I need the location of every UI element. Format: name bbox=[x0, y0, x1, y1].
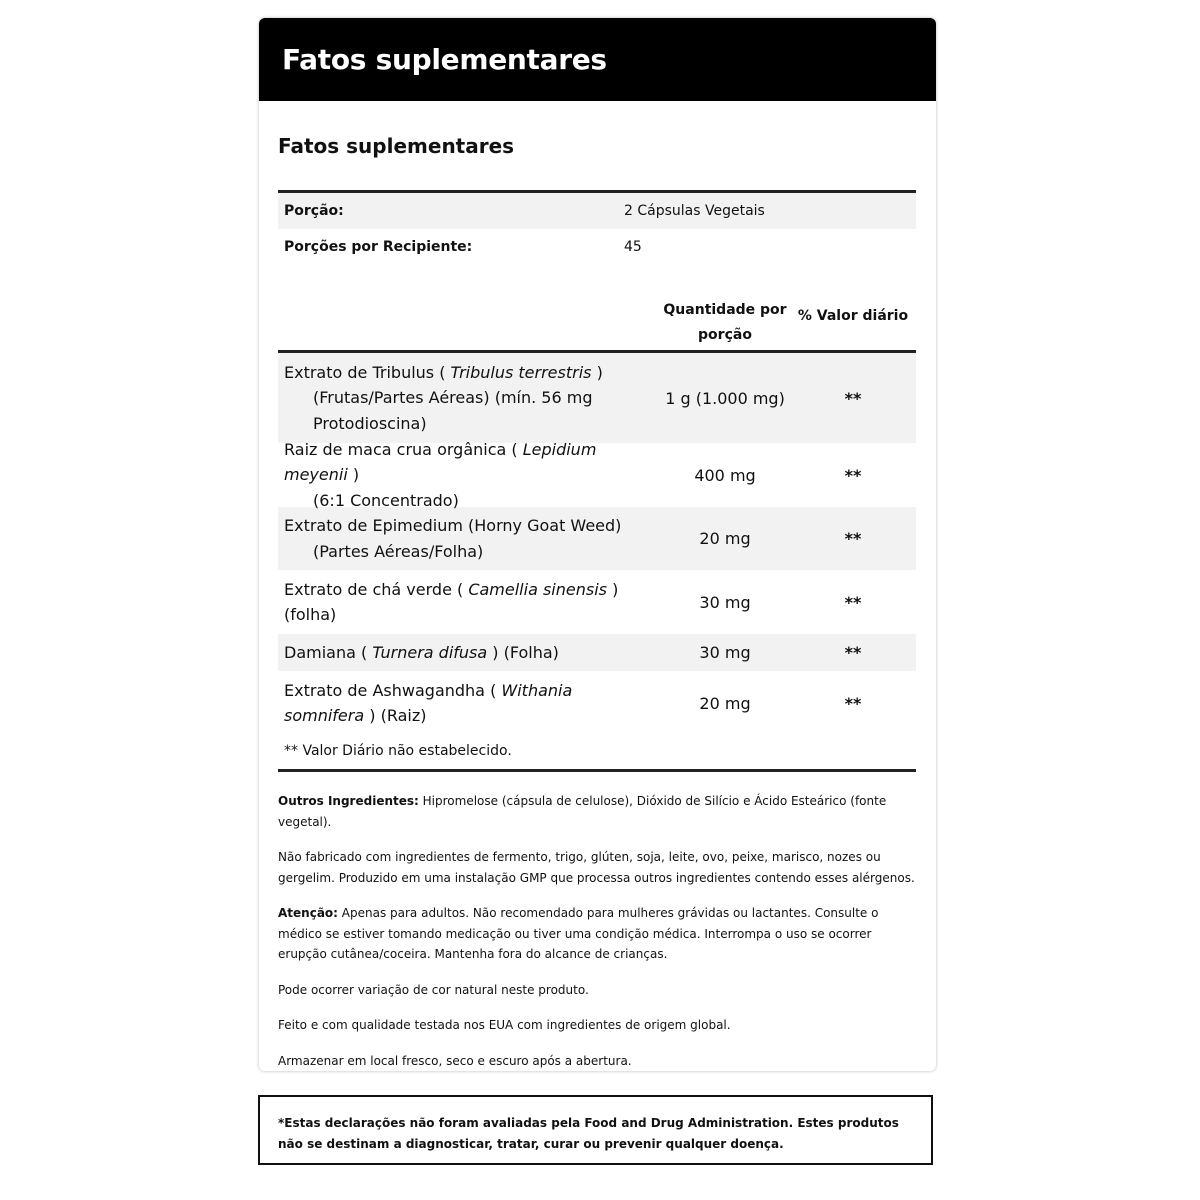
serving-size-value: 2 Cápsulas Vegetais bbox=[624, 203, 765, 219]
table-row bbox=[278, 507, 916, 570]
ingredient-latin-name: Tribulus terrestris bbox=[450, 362, 592, 382]
ingredient-name bbox=[278, 570, 660, 635]
ingredient-text: Extrato de Epimedium (Horny Goat Weed) bbox=[284, 516, 622, 535]
footnote-text: ** Valor Diário não estabelecido. bbox=[284, 743, 512, 759]
ingredient-daily-value: ** bbox=[844, 643, 862, 662]
amount-column-header bbox=[660, 298, 790, 348]
ingredient-detail: (Partes Aéreas/Folha) bbox=[313, 541, 484, 561]
serving-size-label: Porção: bbox=[284, 203, 344, 219]
servings-per-container-value: 45 bbox=[624, 239, 642, 255]
ingredient-text: Extrato de chá verde ( bbox=[284, 579, 469, 599]
ingredients-table bbox=[278, 353, 916, 735]
ingredient-daily-value: ** bbox=[844, 388, 862, 408]
ingredient-amount: 20 mg bbox=[699, 693, 751, 713]
ingredient-amount: 400 mg bbox=[694, 465, 756, 485]
ingredient-daily-value: ** bbox=[844, 592, 862, 612]
amount-header-line1: Quantidade por bbox=[663, 302, 787, 318]
ingredient-name bbox=[278, 671, 660, 736]
ingredient-amount: 30 mg bbox=[699, 592, 751, 612]
ingredient-amount: 30 mg bbox=[699, 643, 751, 662]
daily-value-footnote bbox=[278, 740, 916, 772]
ingredient-latin-name: Turnera difusa bbox=[372, 642, 488, 662]
ingredient-daily-value: ** bbox=[844, 529, 862, 548]
amount-header-line2: porção bbox=[698, 327, 752, 343]
table-row bbox=[278, 671, 916, 735]
ingredient-text: Extrato de Tribulus ( bbox=[284, 362, 451, 382]
ingredient-amount: 20 mg bbox=[699, 529, 751, 548]
ingredient-name bbox=[278, 506, 660, 571]
table-row bbox=[278, 439, 916, 510]
warning bbox=[278, 903, 918, 965]
warning-label: Atenção: bbox=[278, 906, 338, 920]
color-variation-note: Pode ocorrer variação de cor natural neste produto. bbox=[278, 982, 589, 997]
storage-note: Armazenar em local fresco, seco e escuro após a abertura. bbox=[278, 1053, 632, 1068]
ingredient-text-end: ) (Folha) bbox=[487, 642, 559, 662]
ingredient-amount: 1 g (1.000 mg) bbox=[665, 388, 785, 408]
other-ingredients-text: Hipromelose (cápsula de celulose), Dióxido de Silício e Ácido Esteárico (fonte vegetal). bbox=[278, 794, 887, 829]
other-ingredients-label: Outros Ingredientes: bbox=[278, 794, 419, 808]
daily-value-column-header: % Valor diário bbox=[797, 308, 909, 324]
ingredient-text: Raiz de maca crua orgânica ( bbox=[284, 439, 523, 459]
ingredient-daily-value: ** bbox=[844, 465, 862, 485]
serving-size-row bbox=[278, 193, 916, 229]
ingredient-text-end: ) (Raiz) bbox=[364, 706, 427, 725]
ingredient-text-end: ) bbox=[347, 465, 360, 485]
card-header bbox=[259, 18, 936, 101]
product-notes bbox=[278, 791, 918, 1071]
ingredient-latin-name: Lepidium meyenii bbox=[284, 439, 597, 485]
warning-text: Apenas para adultos. Não recomendado para mulheres grávidas ou lactantes. Consulte o médico se estiver tomando medicação ou tiver uma condição médica. Interrompa o uso se ocorrer erupção cutânea/coceira. Mantenha fora do alcance de crianças. bbox=[278, 906, 879, 961]
ingredient-text: Damiana ( bbox=[284, 642, 373, 662]
allergen-statement: Não fabricado com ingredientes de fermento, trigo, glúten, soja, leite, ovo, peixe, marisco, nozes ou gergelim. Produzido em uma instalação GMP que processa outros ingredientes contendo esses alérgenos. bbox=[278, 850, 915, 885]
fda-disclaimer: *Estas declarações não foram avaliadas pela Food and Drug Administration. Estes produtos não se destinam a diagnosticar, tratar, curar ou prevenir qualquer doença. bbox=[258, 1095, 933, 1165]
table-row bbox=[278, 634, 916, 671]
panel-title: Fatos suplementares bbox=[278, 134, 515, 158]
supplement-facts-card bbox=[259, 18, 936, 1071]
ingredient-text-end: ) bbox=[591, 362, 603, 382]
header-title: Fatos suplementares bbox=[282, 43, 607, 76]
ingredient-name bbox=[278, 633, 660, 673]
made-in-note: Feito e com qualidade testada nos EUA com ingredientes de origem global. bbox=[278, 1018, 731, 1032]
ingredient-daily-value: ** bbox=[844, 693, 862, 713]
servings-per-container-row bbox=[278, 229, 916, 265]
servings-per-container-label: Porções por Recipiente: bbox=[284, 239, 473, 255]
ingredient-detail: (6:1 Concentrado) bbox=[313, 490, 459, 510]
ingredient-text-end: ) (folha) bbox=[284, 579, 619, 624]
ingredient-detail: (Frutas/Partes Aéreas) (mín. 56 mg Protodioscina) bbox=[313, 388, 593, 433]
table-row bbox=[278, 570, 916, 634]
ingredient-latin-name: Withania somnifera bbox=[284, 680, 573, 725]
column-header bbox=[278, 288, 916, 353]
ingredient-latin-name: Camellia sinensis bbox=[468, 579, 607, 599]
serving-info bbox=[278, 190, 916, 265]
ingredient-text: Extrato de Ashwagandha ( bbox=[284, 680, 502, 700]
other-ingredients bbox=[278, 791, 918, 832]
